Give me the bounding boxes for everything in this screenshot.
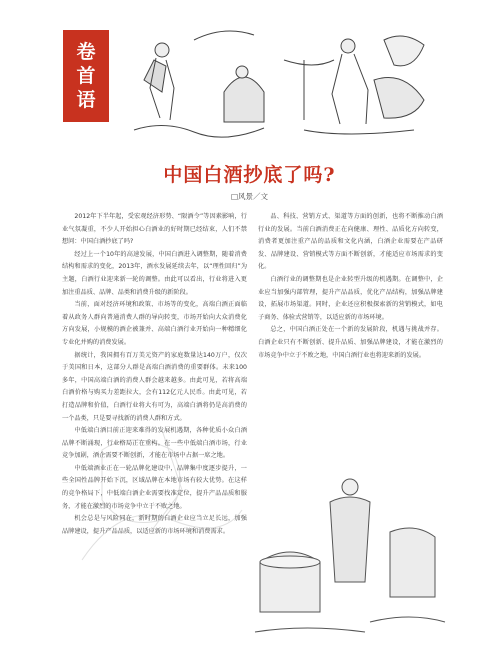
- article-title: 中国白酒抄底了吗?: [163, 164, 336, 186]
- section-tab-char: 首: [76, 65, 96, 87]
- paragraph: 机会总是与风险同在，新时期的白酒企业应当立足长远，加强品牌建设，提升产品品质，以适应新的市场环境和消费需求。: [62, 515, 247, 535]
- paragraph: 经过上一个10年的高速发展，中国白酒进入调整期，随着消费结构和需求的变化，2013年，酒水发展延续去年，以“理性回归”为主题，白酒行业迎来新一轮的调整。由此可以看出，行业将进入更加注重品质、品牌、品类和消费升级的新阶段。: [62, 250, 247, 296]
- paragraph: 中低端酒业正在一轮品牌化建设中，品牌集中度逐步提升，一些全国性品牌开始下沉，区域品牌在本地市场有较大优势。在这样的竞争格局下，中低端白酒企业需要找准定位，提升产品品质和服务，才能在激烈的市场竞争中立于不败之地。: [62, 464, 247, 510]
- footer-illustration: [250, 442, 450, 642]
- header-illustration: [104, 20, 444, 148]
- right-column: [258, 211, 443, 447]
- paragraph: 白酒行业的调整期也是企业转型升级的机遇期。在调整中，企业应当加强内部管理，提升产品品质，优化产品结构，加强品牌建设，拓展市场渠道。同时，企业还应积极探索新的营销模式，如电子商务、体验式营销等，以适应新的市场环境。: [258, 275, 443, 321]
- paragraph: 据统计，我国拥有百万美元资产的家庭数量达140万户，仅次于美国和日本，这部分人群是高端白酒消费的重要群体。未来100多年，中国高端白酒的消费人群会越来越多。由此可见，若将高端白酒价格与购买力差距拉大，会有112亿元人民币。由此可见，若打造品牌和价值，白酒行业将大有可为，高端白酒将仍是高消费的一个品类，只是要寻找新的消费人群和方式。: [62, 351, 247, 422]
- section-tab: [63, 30, 109, 122]
- paragraph: 品、科技、营销方式、渠道等方面的创新，也将不断推动白酒行业的发展。当前白酒消费正在向健康、理性、品质化方向转变，消费者更加注重产品的品质和文化内涵，白酒企业需要在产品研发、品牌建设、营销模式等方面不断创新，才能适应市场需求的变化。: [258, 213, 443, 271]
- left-column: [62, 211, 247, 637]
- section-tab-char: 卷: [76, 41, 96, 63]
- article-byline: □风景／文: [230, 192, 269, 201]
- section-tab-char: 语: [76, 89, 96, 111]
- paragraph: 总之，中国白酒正处在一个新的发展阶段，机遇与挑战并存。白酒企业只有不断创新、提升品质、加强品牌建设，才能在激烈的市场竞争中立于不败之地，中国白酒行业也将迎来新的发展。: [258, 326, 443, 359]
- paragraph: 当前，面对经济环境和政策、市场等的变化，高端白酒正面临着从政务人群向普通消费人群的导向转变，市场开始向大众消费化方向发展，小规模的酒企被兼并、高端白酒行业开始向一种精细化专业化并购的消费发展。: [62, 301, 247, 346]
- paragraph: 中低端白酒目前正迎来难得的发展机遇期，各种优质小众白酒品牌不断涌现，行业格局正在重构。在一些中低端白酒市场，行业竞争加剧，酒企需要不断创新，才能在市场中占据一席之地。: [62, 427, 247, 460]
- paragraph: 2012年下半年起，受宏观经济形势、“限酒令”等因素影响，行业气氛凝重，不少人开始担心白酒业的好时期已经结束，人们不禁想问：中国白酒抄底了吗?: [62, 213, 247, 246]
